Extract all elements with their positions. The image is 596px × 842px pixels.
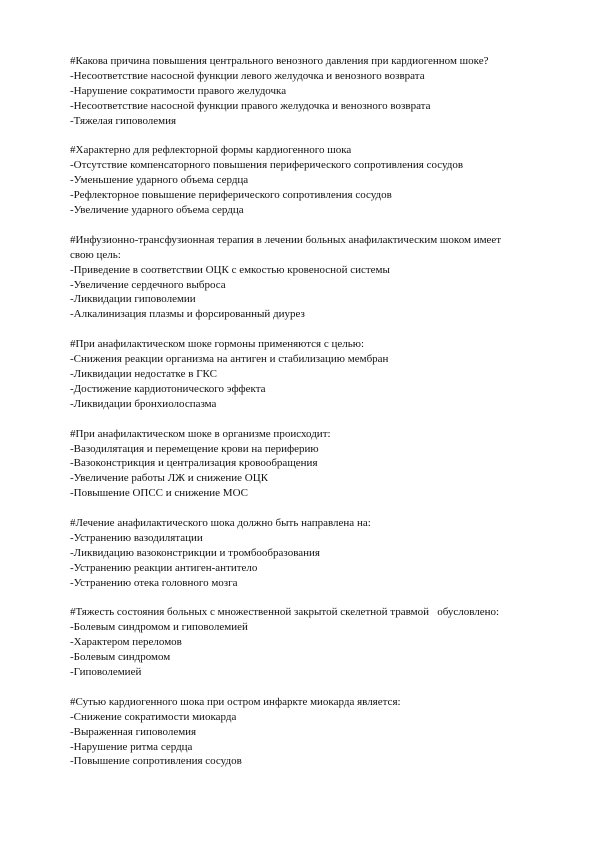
question-block [70,233,570,322]
answer-option: -Рефлекторное повышение периферического сопротивления сосудов [70,189,392,202]
answer-option: -Выраженная гиповолемия [70,725,197,738]
answer-option: -Несоответствие насосной функции левого желудочка и венозного возврата [70,69,425,82]
answer-option: -Гиповолемией [70,666,142,679]
question-text: #Инфузионно-трансфузионная терапия в лечении больных анафилактическим шоком имеет [70,233,502,246]
answer-option: -Ликвидации недостатке в ГКС [70,367,217,380]
answer-option: -Ликвидацию вазоконстрикции и тромбообразования [70,546,320,559]
answer-option: -Ликвидации гиповолемии [70,293,196,306]
question-block [70,516,570,591]
answer-option: -Характером переломов [70,636,182,649]
question-text: #Сутью кардиогенного шока при остром инфаркте миокарда является: [70,695,401,708]
question-block [70,695,570,770]
question-text-continued: свою цель: [70,248,121,261]
question-block [70,427,570,502]
answer-option: -Повышение сопротивления сосудов [70,755,242,768]
question-text: #Какова причина повышения центрального венозного давления при кардиогенном шоке? [70,55,489,67]
answer-option: -Увеличение ударного объема сердца [70,204,244,217]
question-block [70,337,570,412]
answer-option: -Снижение сократимости миокарда [70,710,237,723]
answer-option: -Нарушение ритма сердца [70,740,193,753]
answer-option: -Вазодилятация и перемещение крови на периферию [70,442,319,455]
answer-option: -Болевым синдромом [70,651,171,664]
answer-option: -Нарушение сократимости правого желудочка [70,84,287,97]
question-text: #Тяжесть состояния больных с множественной закрытой скелетной травмой обусловлено: [70,606,500,619]
answer-option: -Устранению реакции антиген-антитело [70,561,258,574]
question-text: #Лечение анафилактического шока должно быть направлена на: [70,517,371,530]
answer-option: -Устранению отека головного мозга [70,576,238,589]
answer-option: -Устранению вазодилятации [70,531,203,544]
document-page [70,54,570,784]
question-text: #При анафилактическом шоке в организме происходит: [70,427,331,440]
answer-option: -Ликвидации бронхиолоспазма [70,397,217,410]
answer-option: -Тяжелая гиповолемия [70,114,177,127]
answer-option: -Отсутствие компенсаторного повышения периферического сопротивления сосудов [70,159,464,172]
answer-option: -Увеличение работы ЛЖ и снижение ОЦК [70,472,269,485]
question-block [70,143,570,218]
question-block [70,605,570,680]
answer-option: -Приведение в соответствии ОЦК с емкостью кровеносной системы [70,263,390,276]
answer-option: -Повышение ОПСС и снижение МОС [70,487,248,500]
answer-option: -Болевым синдромом и гиповолемией [70,621,248,634]
answer-option: -Уменьшение ударного объема сердца [70,174,249,187]
answer-option: -Алкалинизация плазмы и форсированный диурез [70,308,305,321]
answer-option: -Достижение кардиотонического эффекта [70,382,266,395]
answer-option: -Вазоконстрикция и централизация кровообращения [70,457,318,470]
answer-option: -Увеличение сердечного выброса [70,278,226,291]
question-text: #Характерно для рефлекторной формы кардиогенного шока [70,144,352,157]
answer-option: -Снижения реакции организма на антиген и стабилизацию мембран [70,353,389,366]
question-block [70,54,570,129]
question-text: #При анафилактическом шоке гормоны применяются с целью: [70,338,365,351]
answer-option: -Несоответствие насосной функции правого желудочка и венозного возврата [70,99,431,112]
